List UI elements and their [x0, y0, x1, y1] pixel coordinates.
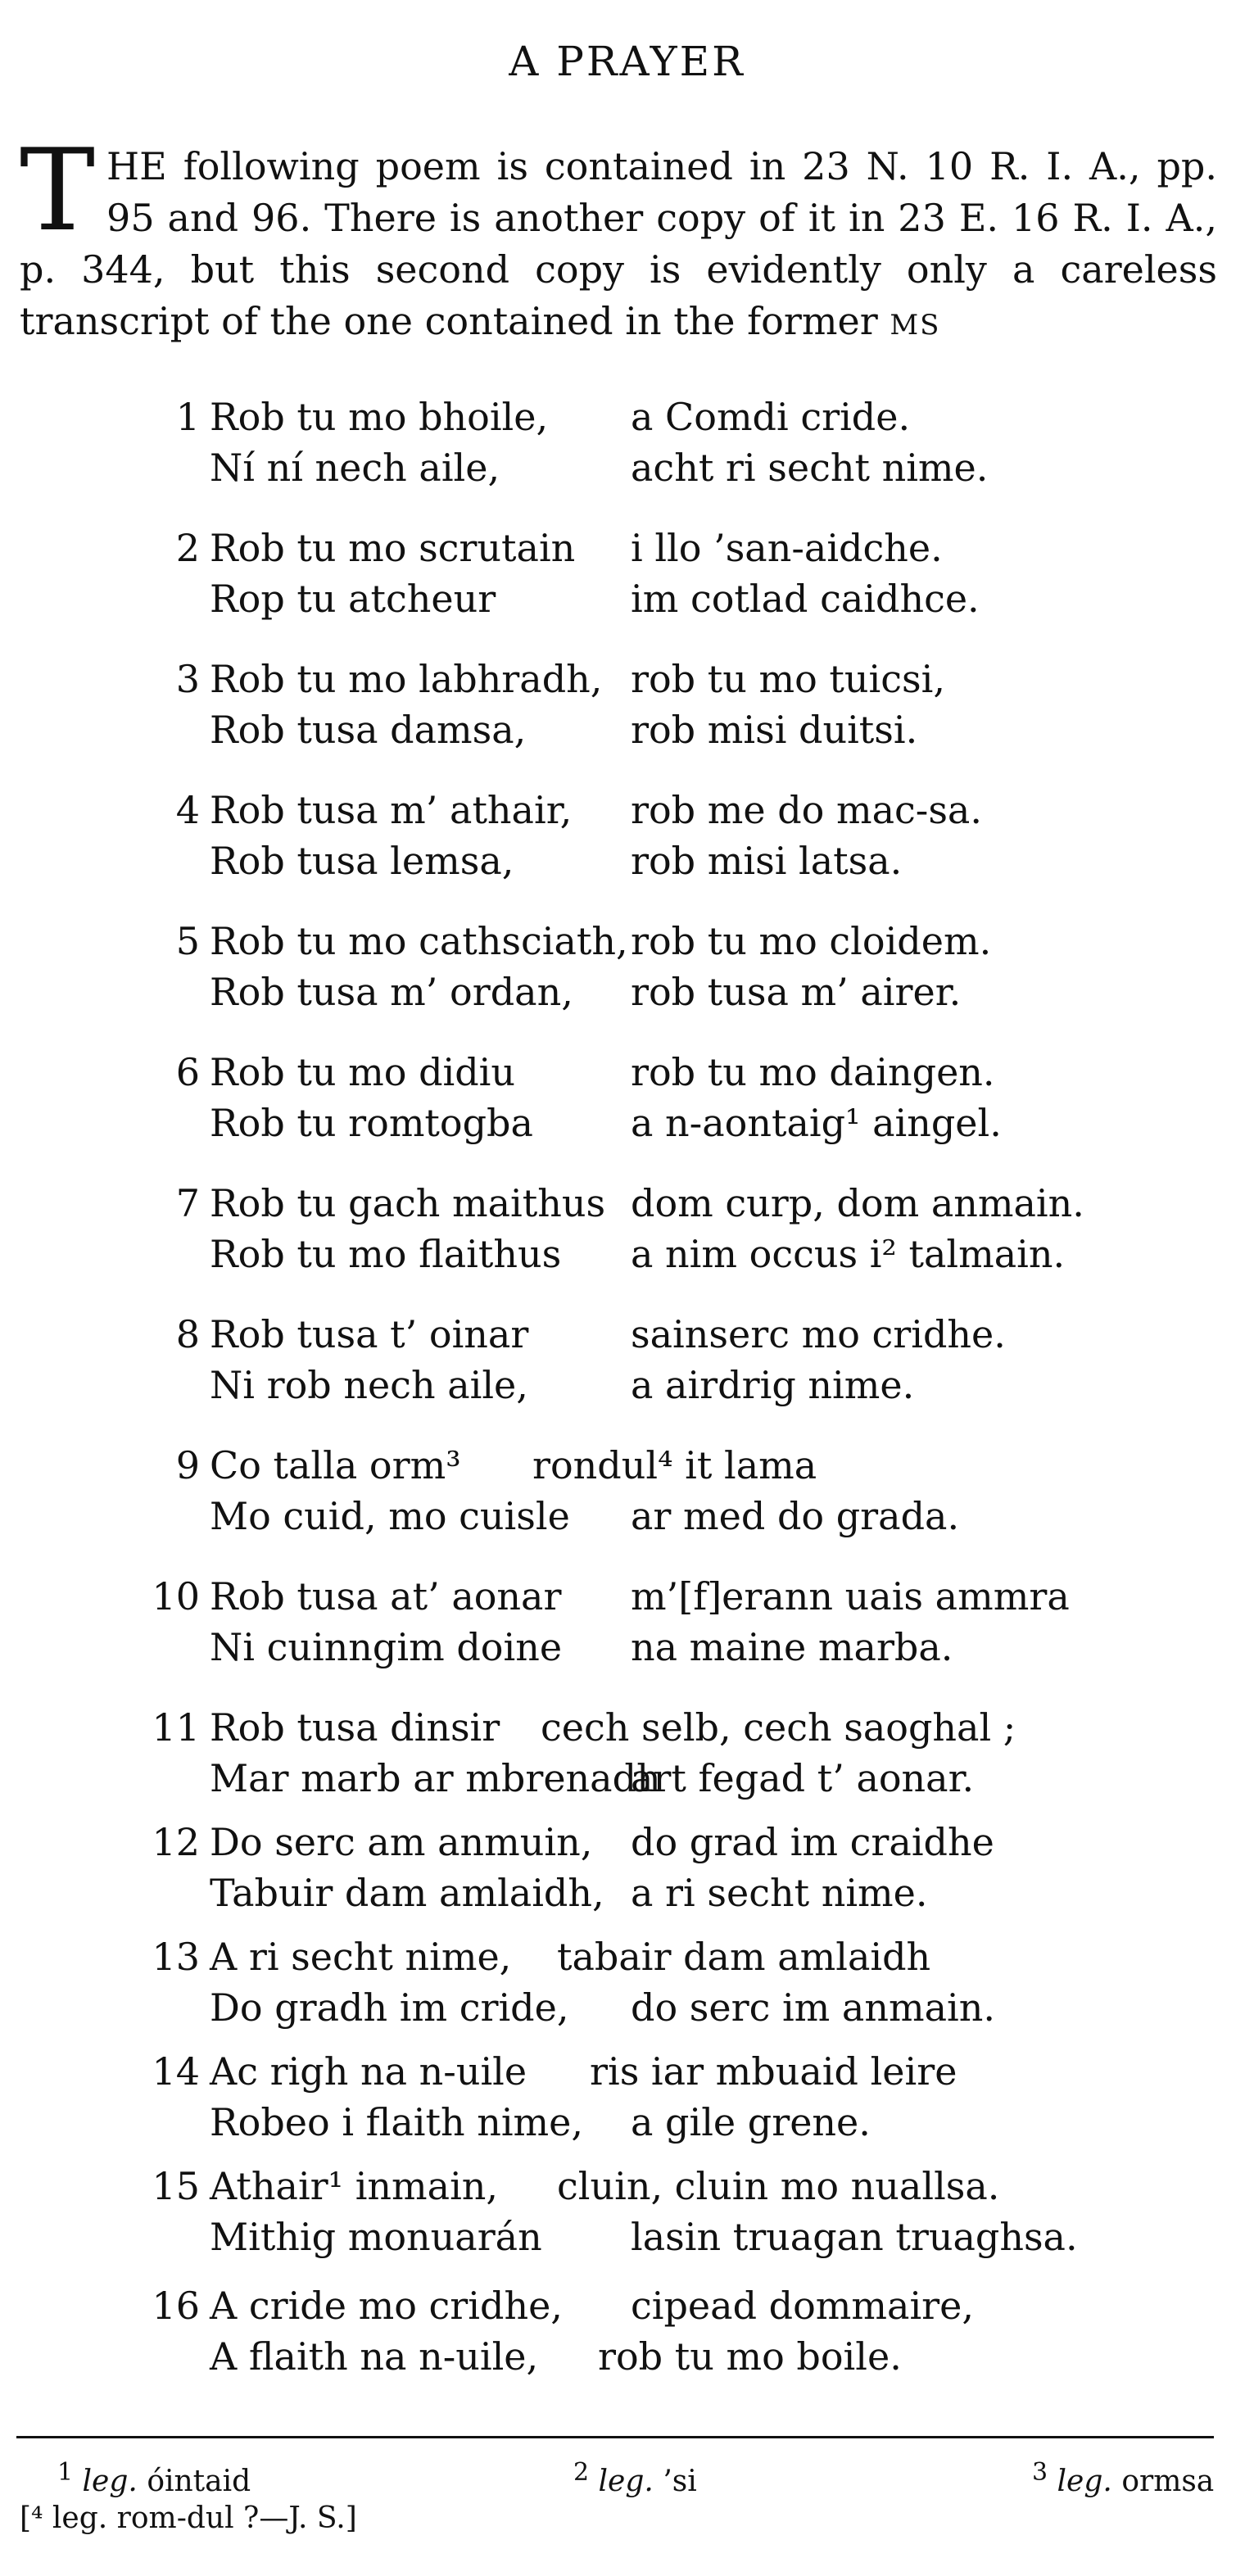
verse-line-1a: Rob tusa dinsir: [210, 1705, 500, 1750]
verse-line-2b: a n-aontaig¹ aingel.: [631, 1101, 1002, 1145]
verse-line-2b: art fegad t’ aonar.: [631, 1756, 975, 1800]
verse-line-2b: rob misi latsa.: [631, 839, 903, 883]
footnote-text: óintaid: [147, 2465, 251, 2498]
verse-line-2b: a airdrig nime.: [631, 1363, 915, 1407]
verse-line-2b: rob misi duitsi.: [631, 708, 918, 752]
page-title: A PRAYER: [509, 38, 745, 85]
verse-line-1b: sainserc mo cridhe.: [631, 1312, 1006, 1356]
stanza-number: 2: [175, 526, 200, 570]
verse-line-1a: Rob tusa t’ oinar: [210, 1312, 529, 1356]
stanza-11: [0, 1702, 1254, 1809]
stanza-number: 15: [152, 2164, 200, 2208]
stanza-number: 9: [175, 1443, 200, 1487]
verse-line-1b: do grad im craidhe: [631, 1820, 994, 1864]
verse-line-1a: Co talla orm³: [210, 1443, 461, 1487]
verse-line-2a: Robeo i flaith nime,: [210, 2100, 584, 2144]
stanza-12: [0, 1817, 1254, 1923]
stanza-number: 6: [175, 1050, 200, 1094]
stanza-7: [0, 1178, 1254, 1284]
verse-line-2b: rob tusa m’ airer.: [631, 970, 962, 1014]
footnote-leg: leg.: [598, 2465, 654, 2498]
footnote-mark: 2: [573, 2458, 590, 2487]
stanza-number: 12: [152, 1820, 200, 1864]
verse-line-1a: Rob tusa at’ aonar: [210, 1574, 562, 1618]
verse-line-1a: Ac righ na n-uile: [210, 2049, 527, 2094]
verse-line-1b: rob me do mac-sa.: [631, 788, 982, 832]
stanza-number: 14: [152, 2049, 200, 2094]
verse-line-1b: cipead dommaire,: [631, 2284, 974, 2328]
stanza-1: [0, 392, 1254, 498]
verse-line-2a: Rob tusa m’ ordan,: [210, 970, 573, 1014]
verse-line-2b: ar med do grada.: [631, 1494, 960, 1538]
stanza-number: 8: [175, 1312, 200, 1356]
verse-line-2b: lasin truagan truaghsa.: [631, 2215, 1078, 2259]
footnote-4: [⁴ leg. rom-dul ?—J. S.]: [20, 2501, 357, 2535]
verse-line-2b: a ri secht nime.: [631, 1871, 928, 1915]
verse-line-2a: Rob tu romtogba: [210, 1101, 533, 1145]
footnote-text: ’si: [663, 2465, 697, 2498]
stanza-15: [0, 2161, 1254, 2267]
stanza-5: [0, 916, 1254, 1022]
stanza-number: 11: [152, 1705, 200, 1750]
intro-ms-abbrev: MS: [890, 309, 941, 342]
stanza-2: [0, 523, 1254, 629]
verse-line-2a: Ni rob nech aile,: [210, 1363, 528, 1407]
footnote-text: ormsa: [1121, 2465, 1215, 2498]
verse-line-1b: dom curp, dom anmain.: [631, 1181, 1084, 1225]
intro-paragraph: [20, 124, 1217, 351]
stanza-10: [0, 1571, 1254, 1677]
verse-line-1a: A ri secht nime,: [210, 1935, 512, 1979]
verse-line-2a: Rob tusa lemsa,: [210, 839, 514, 883]
stanza-number: 4: [175, 788, 200, 832]
verse-line-2a: Ní ní nech aile,: [210, 446, 500, 490]
verse-line-1b: tabair dam amlaidh: [557, 1935, 931, 1979]
stanza-4: [0, 785, 1254, 891]
verse-line-1b: rob tu mo tuicsi,: [631, 657, 945, 701]
footnote-mark: 3: [1032, 2458, 1048, 2487]
verse-line-2a: Do gradh im cride,: [210, 1985, 569, 2030]
stanza-number: 13: [152, 1935, 200, 1979]
footnote-3: [1032, 2454, 1214, 2501]
verse-line-1b: rob tu mo cloidem.: [631, 919, 992, 963]
verse-line-2a: Rob tusa damsa,: [210, 708, 527, 752]
stanza-6: [0, 1047, 1254, 1153]
verse-line-2b: do serc im anmain.: [631, 1985, 995, 2030]
verse-line-1b: m’[f]erann uais ammra: [631, 1574, 1070, 1618]
stanza-number: 10: [152, 1574, 200, 1618]
verse-line-2a: Tabuir dam amlaidh,: [210, 1871, 604, 1915]
stanza-3: [0, 654, 1254, 760]
verse-line-2b: a gile grene.: [631, 2100, 871, 2144]
verse-line-1a: Rob tu mo scrutain: [210, 526, 576, 570]
stanza-number: 3: [175, 657, 200, 701]
intro-text: HE following poem is contained in 23 N. 10 R. I. A., pp. 95 and 96. There is another copy of it in 23 E. 16 R. I. A., p. 344, but this second copy is evidently only a careless transcript of the one contained in the former: [20, 144, 1217, 343]
footnote-divider: [16, 2436, 1214, 2438]
verse-line-2a: Rob tu mo flaithus: [210, 1232, 562, 1276]
verse-line-1a: Athair¹ inmain,: [210, 2164, 499, 2208]
verse-line-1a: Rob tusa m’ athair,: [210, 788, 573, 832]
verse-line-2a: Rop tu atcheur: [210, 577, 496, 621]
stanza-8: [0, 1309, 1254, 1415]
stanza-14: [0, 2046, 1254, 2153]
drop-cap: T: [20, 124, 96, 256]
verse-line-2b: a nim occus i² talmain.: [631, 1232, 1066, 1276]
stanza-13: [0, 1931, 1254, 2038]
stanza-number: 16: [152, 2284, 200, 2328]
footnote-leg: leg.: [82, 2465, 138, 2498]
verse-line-1b: rob tu mo daingen.: [631, 1050, 995, 1094]
verse-line-1a: Rob tu mo cathsciath,: [210, 919, 628, 963]
stanza-9: [0, 1440, 1254, 1546]
verse-line-2b: acht ri secht nime.: [631, 446, 989, 490]
verse-line-2a: Mithig monuarán: [210, 2215, 542, 2259]
stanza-number: 1: [175, 395, 200, 439]
stanza-number: 5: [175, 919, 200, 963]
verse-line-1b: cluin, cluin mo nuallsa.: [557, 2164, 1000, 2208]
footnote-leg: leg.: [1057, 2465, 1112, 2498]
verse-line-2b: im cotlad caidhce.: [631, 577, 980, 621]
verse-line-1a: A cride mo cridhe,: [210, 2284, 563, 2328]
verse-line-1a: Do serc am anmuin,: [210, 1820, 593, 1864]
verse-line-2a: Ni cuinngim doine: [210, 1625, 563, 1669]
footnote-2: [573, 2454, 697, 2501]
footnote-mark: 1: [57, 2458, 74, 2487]
footnote-1: [57, 2454, 251, 2501]
verse-line-2b: rob tu mo boile.: [598, 2334, 902, 2379]
verse-line-1a: Rob tu mo labhradh,: [210, 657, 603, 701]
verse-line-2a: Mo cuid, mo cuisle: [210, 1494, 570, 1538]
verse-line-2a: A flaith na n-uile,: [210, 2334, 539, 2379]
verse-line-1b: i llo ’san-aidche.: [631, 526, 943, 570]
stanza-number: 7: [175, 1181, 200, 1225]
stanza-16: [0, 2280, 1254, 2387]
verse-line-1b: rondul⁴ it lama: [532, 1443, 817, 1487]
verse-line-1b: a Comdi cride.: [631, 395, 911, 439]
verse-line-1a: Rob tu mo bhoile,: [210, 395, 549, 439]
verse-line-1b: ris iar mbuaid leire: [590, 2049, 957, 2094]
verse-line-1b: cech selb, cech saoghal ;: [541, 1705, 1016, 1750]
verse-line-2a: Mar marb ar mbrenadh: [210, 1756, 661, 1800]
verse-line-1a: Rob tu mo didiu: [210, 1050, 516, 1094]
verse-line-2b: na maine marba.: [631, 1625, 953, 1669]
verse-line-1a: Rob tu gach maithus: [210, 1181, 606, 1225]
